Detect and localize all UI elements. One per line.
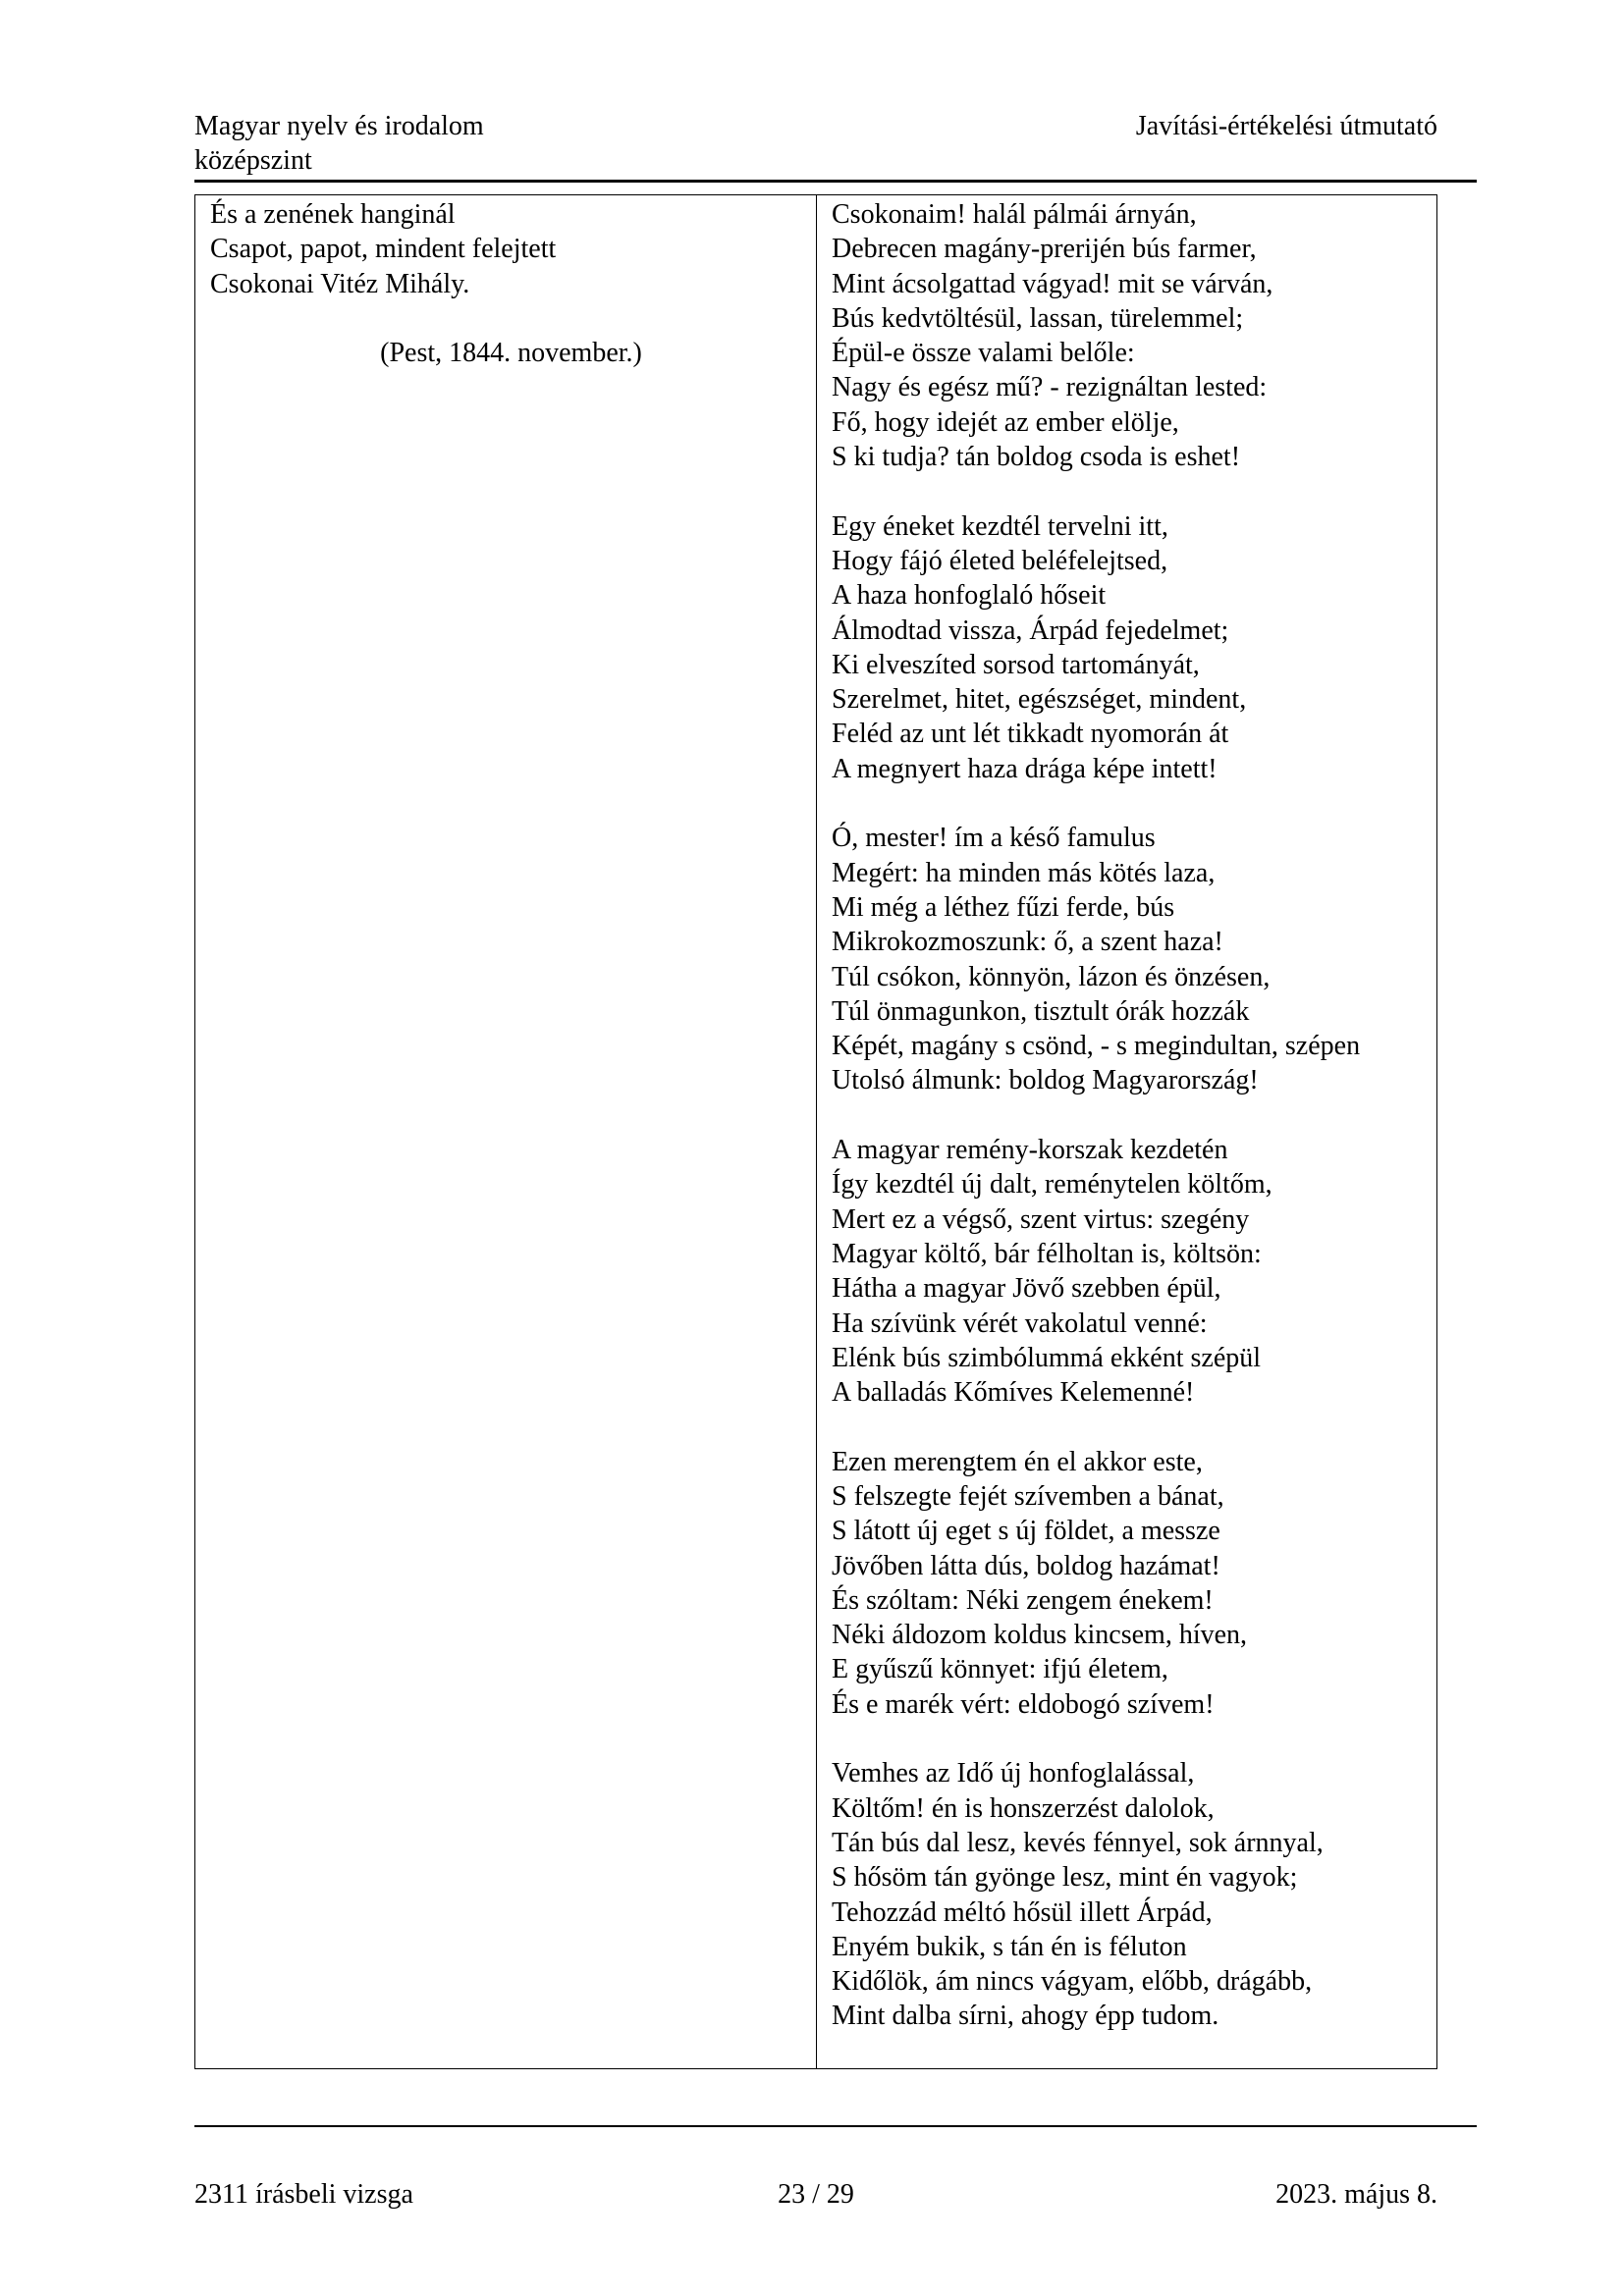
poem-line: S felszegte fejét szívemben a bánat, (832, 1480, 1224, 1512)
level-label: középszint (194, 145, 312, 176)
exam-date: 2023. május 8. (1275, 2179, 1437, 2210)
page-number: 23 / 29 (778, 2179, 854, 2210)
left-cell (195, 195, 817, 2068)
poem-line: Vemhes az Idő új honfoglalással, (832, 1758, 1195, 1789)
poem-line: Mint ácsolgattad vágyad! mit se várván, (832, 268, 1273, 299)
poem-line: És e marék vért: eldobogó szívem! (832, 1688, 1215, 1720)
right-cell (817, 195, 1436, 2068)
poem-line: Ezen merengtem én el akkor este, (832, 1446, 1203, 1477)
poem-line: Csapot, papot, mindent felejtett (210, 234, 557, 265)
poem-date: (Pest, 1844. november.) (380, 338, 642, 369)
poem-line: Bús kedvtöltésül, lassan, türelemmel; (832, 302, 1244, 334)
poem-line: A haza honfoglaló hőseit (832, 580, 1107, 612)
poem-line: Költőm! én is honszerzést dalolok, (832, 1792, 1215, 1824)
footer-divider (194, 2125, 1477, 2127)
poem-line: S hősöm tán gyönge lesz, mint én vagyok; (832, 1862, 1298, 1894)
poem-line: Mert ez a végső, szent virtus: szegény (832, 1203, 1250, 1235)
poem-line: Feléd az unt lét tikkadt nyomorán át (832, 719, 1229, 750)
poem-line: Tán bús dal lesz, kevés fénnyel, sok árnnyal, (832, 1827, 1324, 1858)
poem-line: Álmodtad vissza, Árpád fejedelmet; (832, 614, 1229, 646)
poem-line: Fő, hogy idejét az ember elölje, (832, 406, 1179, 438)
document-type: Javítási-értékelési útmutató (1135, 111, 1437, 141)
blank-line (832, 474, 1436, 508)
poem-line: Túl csókon, könnyön, lázon és önzésen, (832, 961, 1271, 992)
poem-line: Mi még a léthez fűzi ferde, bús (832, 891, 1175, 923)
poem-line: Enyém bukik, s tán én is féluton (832, 1931, 1187, 1962)
poem-line: Debrecen magány-prerijén bús farmer, (832, 234, 1257, 265)
poem-line: Hogy fájó életed beléfelejtsed, (832, 545, 1168, 576)
blank-line (832, 786, 1436, 821)
poem-line: A balladás Kőmíves Kelemenné! (832, 1377, 1195, 1409)
poem-line: Jövőben látta dús, boldog hazámat! (832, 1550, 1220, 1581)
poem-line: Hátha a magyar Jövő szebben épül, (832, 1273, 1221, 1305)
poem-table (194, 194, 1437, 2069)
poem-line: Megért: ha minden más kötés laza, (832, 857, 1216, 888)
header-divider (194, 180, 1477, 183)
poem-line: S látott új eget s új földet, a messze (832, 1516, 1220, 1547)
poem-line: Így kezdtél új dalt, reménytelen költőm, (832, 1169, 1272, 1201)
subject-title: Magyar nyelv és irodalom (194, 111, 484, 141)
poem-line: Kidőlök, ám nincs vágyam, előbb, drágább, (832, 1966, 1313, 1998)
poem-line: Egy éneket kezdtél tervelni itt, (832, 510, 1168, 542)
blank-line (210, 301, 816, 336)
poem-line: Ó, mester! ím a késő famulus (832, 823, 1156, 854)
poem-line: Szerelmet, hitet, egészséget, mindent, (832, 684, 1247, 716)
blank-line (832, 1410, 1436, 1444)
poem-line: E gyűszű könnyet: ifjú életem, (832, 1654, 1168, 1685)
blank-line (832, 1722, 1436, 1756)
poem-line: Elénk bús szimbólummá ekként szépül (832, 1342, 1262, 1373)
poem-line: Nagy és egész mű? - rezignáltan lested: (832, 372, 1268, 403)
poem-line: Magyar költő, bár félholtan is, költsön: (832, 1238, 1262, 1269)
poem-line: Mint dalba sírni, ahogy épp tudom. (832, 2001, 1219, 2032)
poem-line: Utolsó álmunk: boldog Magyarország! (832, 1065, 1259, 1096)
poem-line: Tehozzád méltó hősül illett Árpád, (832, 1896, 1213, 1928)
poem-line: Ki elveszíted sorsod tartományát, (832, 649, 1200, 680)
poem-line: Csokonai Vitéz Mihály. (210, 268, 470, 299)
poem-line: A megnyert haza drága képe intett! (832, 753, 1218, 784)
poem-line: A magyar remény-korszak kezdetén (832, 1135, 1228, 1166)
poem-line: Túl önmagunkon, tisztult órák hozzák (832, 995, 1250, 1027)
poem-line: S ki tudja? tán boldog csoda is eshet! (832, 442, 1241, 473)
poem-line: Ha szívünk vérét vakolatul venné: (832, 1308, 1208, 1339)
poem-line: Épül-e össze valami belőle: (832, 338, 1135, 369)
blank-line (832, 1098, 1436, 1133)
poem-line: És szóltam: Néki zengem énekem! (832, 1584, 1214, 1616)
poem-line: És a zenének hanginál (210, 199, 456, 230)
poem-line: Mikrokozmoszunk: ő, a szent haza! (832, 927, 1223, 958)
poem-line: Néki áldozom koldus kincsem, híven, (832, 1620, 1248, 1651)
exam-code: 2311 írásbeli vizsga (194, 2179, 413, 2210)
poem-line: Képét, magány s csönd, - s megindultan, szépen (832, 1031, 1361, 1062)
page-header-left (194, 109, 484, 178)
poem-line: Csokonaim! halál pálmái árnyán, (832, 199, 1197, 230)
